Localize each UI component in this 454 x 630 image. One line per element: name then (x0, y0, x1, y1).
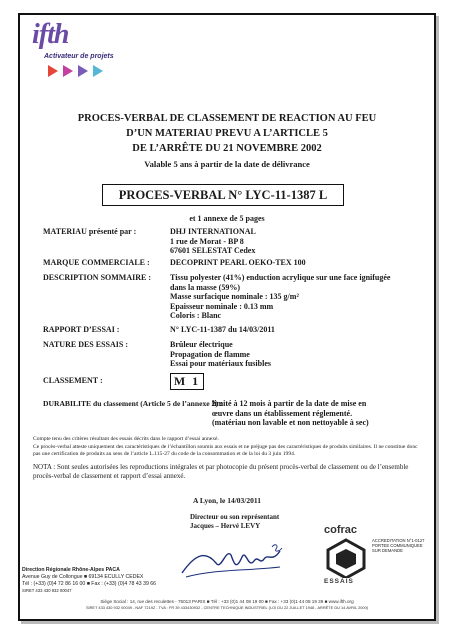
classement-box: M 1 (170, 373, 204, 390)
cofrac-accreditation: ACCREDITATION N°1-0127 PORTEE COMMUNIQUEE SUR DEMANDE (372, 538, 425, 553)
title-line-1: PROCES-VERBAL DE CLASSEMENT DE REACTION AU FEU (77, 113, 377, 124)
legal-paragraph-1: Compte tenu des critères résultant des essais décrits dans le rapport d’essai annexé. (33, 436, 219, 442)
nature-label: NATURE DES ESSAIS : (43, 340, 128, 349)
durabilite-line: œuvre dans un établissement réglementé. (212, 408, 353, 418)
nature-line: Essai pour matériaux fusibles (170, 359, 271, 368)
validity-text: Valable 5 ans à partir de la date de délivrance (144, 159, 310, 169)
nota-paragraph: NOTA : Sont seules autorisées les reproductions intégrales et par photocopie du présent procès-verbal de classement ou de l’ensemble procès-verbal de classement et rapport d’essai annexé. (33, 463, 409, 480)
nature-line: Propagation de flamme (170, 349, 250, 359)
materiau-line: 67601 SELESTAT Cedex (170, 246, 256, 255)
durabilite-value (212, 399, 422, 428)
footer-line-2: SIRET 433 430 932 00049 - NAF 7219Z - TVA : FR 39 433430932 - CENTRE TECHNIQUE INDUSTRIEL (LOI DU 22 JUILLET 1948 - ARRÊTE DU 14 AVRIL 2000) (85, 605, 369, 610)
footer-line-1: Siège Social : 14, rue des reculettes - 75013 PARIS ■ Tél : +33 (0)1 44 08 19 00 ■ Fax : +33 (0)1 44 08 19 39 ■ www.ifth.org (100, 599, 354, 604)
marque-value: DECOPRINT PEARL OEKO-TEX 100 (170, 258, 306, 267)
place-date: A Lyon, le 14/03/2011 (193, 496, 261, 505)
materiau-label: MATERIAU présenté par : (43, 227, 137, 236)
triangle-icon (93, 65, 103, 77)
legal-paragraph-2: Ce procès-verbal atteste uniquement des caractéristiques de l’échantillon soumis aux essais et ne préjuge pas des caractéristiques de produits similaires. Il ne constitue donc pas une certification de produits au sens de l’article L.115-27 du code de la consommation et de la loi du 3 juin 1994. (33, 444, 418, 457)
marque-label: MARQUE COMMERCIALE : (43, 258, 150, 267)
annex-text: et 1 annexe de 5 pages (189, 214, 265, 223)
description-line: Epaisseur nominale : 0.13 mm (170, 301, 274, 311)
triangle-icon (63, 65, 73, 77)
title-line-2: D’UN MATERIAU PREVU A L’ARTICLE 5 (126, 128, 328, 139)
description-line: Coloris : Blanc (170, 311, 222, 320)
logo-tagline: Activateur de projets (44, 53, 114, 60)
description-line: Masse surfacique nominale : 135 g/m² (170, 292, 299, 301)
logo-triangles (48, 65, 103, 77)
cofrac-name: cofrac (324, 524, 358, 536)
rapport-label: RAPPORT D’ESSAI : (43, 325, 120, 334)
cofrac-block (324, 524, 425, 585)
materiau-value (170, 227, 256, 256)
footer (20, 599, 434, 611)
materiau-line: 1 rue de Morat - BP 8 (170, 236, 244, 246)
rapport-value: N° LYC-11-1387 du 14/03/2011 (170, 325, 275, 334)
signer-role: Directeur ou son représentant (190, 513, 280, 521)
document-page (18, 13, 436, 621)
title-line-3: DE L’ARRÊTE DU 21 NOVEMBRE 2002 (132, 143, 322, 154)
cofrac-sub: ESSAIS (324, 578, 354, 585)
classement-label: CLASSEMENT : (43, 376, 103, 385)
cofrac-hexagon-logo (324, 538, 368, 578)
description-value (170, 273, 420, 321)
triangle-icon (48, 65, 58, 77)
durabilite-line: limité à 12 mois à partir de la date de mise en (212, 399, 367, 408)
pv-number-box: PROCES-VERBAL N° LYC-11-1387 L (102, 184, 344, 206)
durabilite-label: DURABILITE du classement (Article 5 de l’annexe 2) : (43, 399, 223, 408)
description-line: dans la masse (59%) (170, 282, 241, 292)
nature-line: Brûleur électrique (170, 340, 233, 349)
durabilite-line: (matériau non lavable et non nettoyable à sec) (212, 418, 369, 427)
materiau-line: DHJ INTERNATIONAL (170, 227, 256, 236)
description-line: Tissu polyester (41%) enduction acrylique sur une face ignifugée (170, 273, 391, 282)
ifth-logo: ifth (32, 19, 69, 50)
signer-name: Jacques – Hervé LEVY (190, 522, 261, 530)
regional-title: Direction Régionale Rhône-Alpes PACA (22, 567, 120, 573)
regional-siret: SIRET 433 430 932 00047 (22, 588, 72, 593)
regional-phone: Tél : (+33) (0)4 72 86 16 00 ■ Fax : (+33) (0)4 78 43 39 66 (22, 581, 157, 587)
description-label: DESCRIPTION SOMMAIRE : (43, 273, 152, 282)
nature-value (170, 340, 271, 369)
regional-address: Avenue Guy de Collongue ■ 69134 ECULLY CEDEX (22, 574, 144, 580)
handwritten-signature (176, 543, 286, 583)
triangle-icon (78, 65, 88, 77)
